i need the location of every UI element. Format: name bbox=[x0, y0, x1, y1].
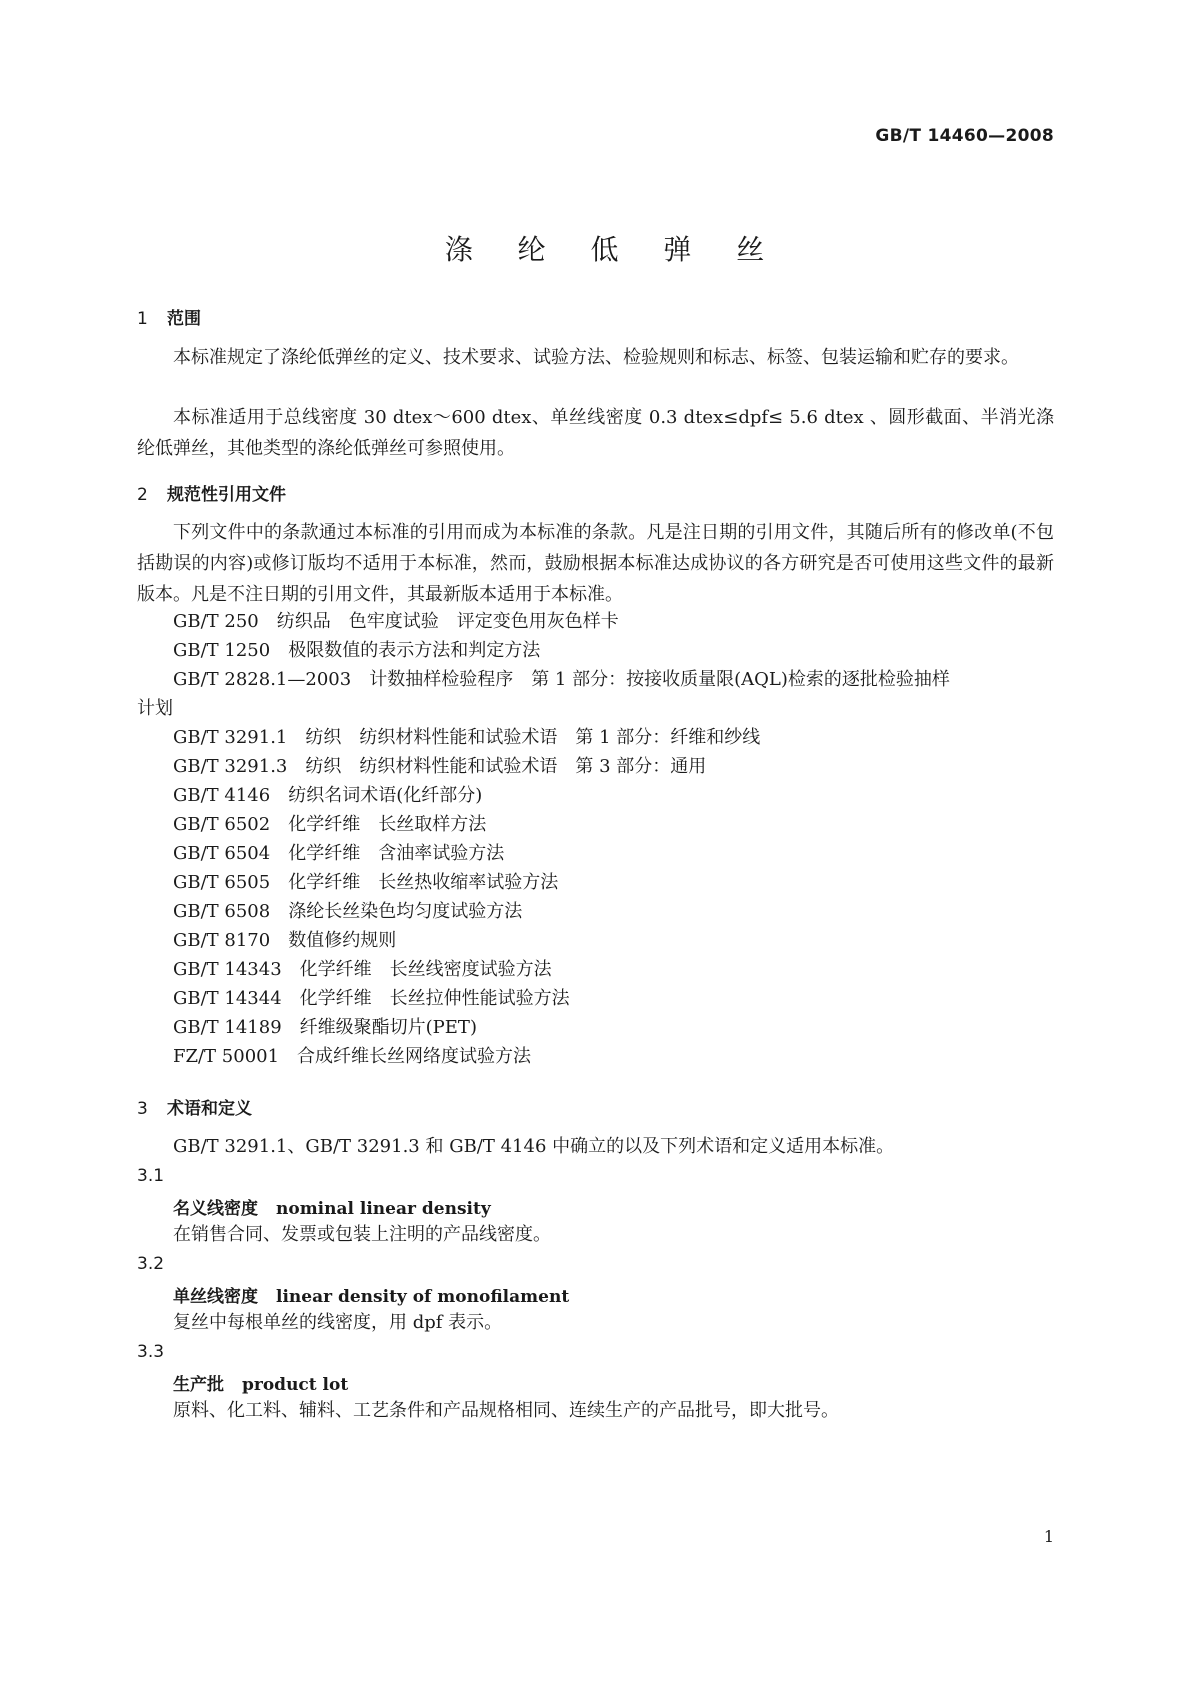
term-heading bbox=[173, 1282, 569, 1307]
term-english: product lot bbox=[242, 1375, 349, 1395]
term-english: nominal linear density bbox=[276, 1199, 491, 1219]
section-title: 规范性引用文件 bbox=[167, 485, 286, 505]
term-chinese: 名义线密度 bbox=[173, 1199, 258, 1219]
term-chinese: 生产批 bbox=[173, 1375, 224, 1395]
reference-item: GB/T 6505 化学纤维 长丝热收缩率试验方法 bbox=[173, 872, 559, 893]
term-heading bbox=[173, 1194, 491, 1219]
section-2-heading bbox=[137, 480, 286, 505]
reference-item: GB/T 6502 化学纤维 长丝取样方法 bbox=[173, 814, 487, 835]
reference-item: GB/T 3291.1 纺织 纺织材料性能和试验术语 第 1 部分：纤维和纱线 bbox=[173, 727, 761, 748]
reference-item: GB/T 1250 极限数值的表示方法和判定方法 bbox=[173, 640, 541, 661]
paragraph: 本标准适用于总线密度 30 dtex～600 dtex、单丝线密度 0.3 dtex≤dpf≤ 5.6 dtex 、圆形截面、半消光涤纶低弹丝，其他类型的涤纶低弹丝可参照使用。 bbox=[137, 407, 1054, 459]
reference-item: GB/T 250 纺织品 色牢度试验 评定变色用灰色样卡 bbox=[173, 611, 619, 632]
section-number: 3 bbox=[137, 1099, 148, 1119]
page-number: 1 bbox=[1043, 1527, 1054, 1546]
reference-item: GB/T 3291.3 纺织 纺织材料性能和试验术语 第 3 部分：通用 bbox=[173, 756, 707, 777]
reference-item: GB/T 6508 涤纶长丝染色均匀度试验方法 bbox=[173, 901, 523, 922]
section-title: 范围 bbox=[167, 309, 201, 329]
section-3-heading bbox=[137, 1094, 252, 1119]
term-definition: 复丝中每根单丝的线密度，用 dpf 表示。 bbox=[173, 1312, 503, 1333]
reference-item: GB/T 14344 化学纤维 长丝拉伸性能试验方法 bbox=[173, 988, 570, 1009]
term-number: 3.2 bbox=[137, 1254, 165, 1274]
term-english: linear density of monofilament bbox=[276, 1287, 570, 1307]
paragraph: GB/T 3291.1、GB/T 3291.3 和 GB/T 4146 中确立的以及下列术语和定义适用本标准。 bbox=[173, 1136, 895, 1157]
section-1-heading bbox=[137, 304, 201, 329]
term-heading bbox=[173, 1370, 348, 1395]
reference-item: GB/T 6504 化学纤维 含油率试验方法 bbox=[173, 843, 505, 864]
reference-item: GB/T 8170 数值修约规则 bbox=[173, 930, 397, 951]
reference-item-continuation: 计划 bbox=[137, 698, 173, 719]
term-definition: 原料、化工料、辅料、工艺条件和产品规格相同、连续生产的产品批号，即大批号。 bbox=[173, 1400, 839, 1421]
section-number: 2 bbox=[137, 485, 148, 505]
reference-item: GB/T 2828.1—2003 计数抽样检验程序 第 1 部分：按接收质量限(AQL)检索的逐批检验抽样 bbox=[173, 669, 950, 690]
reference-item: GB/T 14189 纤维级聚酯切片(PET) bbox=[173, 1017, 477, 1038]
reference-item: GB/T 4146 纺织名词术语(化纤部分) bbox=[173, 785, 483, 806]
standard-code: GB/T 14460—2008 bbox=[875, 126, 1054, 146]
term-definition: 在销售合同、发票或包装上注明的产品线密度。 bbox=[173, 1224, 551, 1245]
paragraph: 下列文件中的条款通过本标准的引用而成为本标准的条款。凡是注日期的引用文件，其随后所有的修改单(不包括勘误的内容)或修订版均不适用于本标准，然而，鼓励根据本标准达成协议的各方研究是否可使用这些文件的最新版本。凡是不注日期的引用文件，其最新版本适用于本标准。 bbox=[137, 522, 1054, 605]
section-number: 1 bbox=[137, 309, 148, 329]
paragraph: 本标准规定了涤纶低弹丝的定义、技术要求、试验方法、检验规则和标志、标签、包装运输和贮存的要求。 bbox=[173, 347, 1019, 368]
reference-item: GB/T 14343 化学纤维 长丝线密度试验方法 bbox=[173, 959, 552, 980]
section-title: 术语和定义 bbox=[167, 1099, 252, 1119]
reference-item: FZ/T 50001 合成纤维长丝网络度试验方法 bbox=[173, 1046, 532, 1067]
term-chinese: 单丝线密度 bbox=[173, 1287, 258, 1307]
document-title: 涤 纶 低 弹 丝 bbox=[444, 233, 783, 266]
term-number: 3.3 bbox=[137, 1342, 165, 1362]
term-number: 3.1 bbox=[137, 1166, 165, 1186]
